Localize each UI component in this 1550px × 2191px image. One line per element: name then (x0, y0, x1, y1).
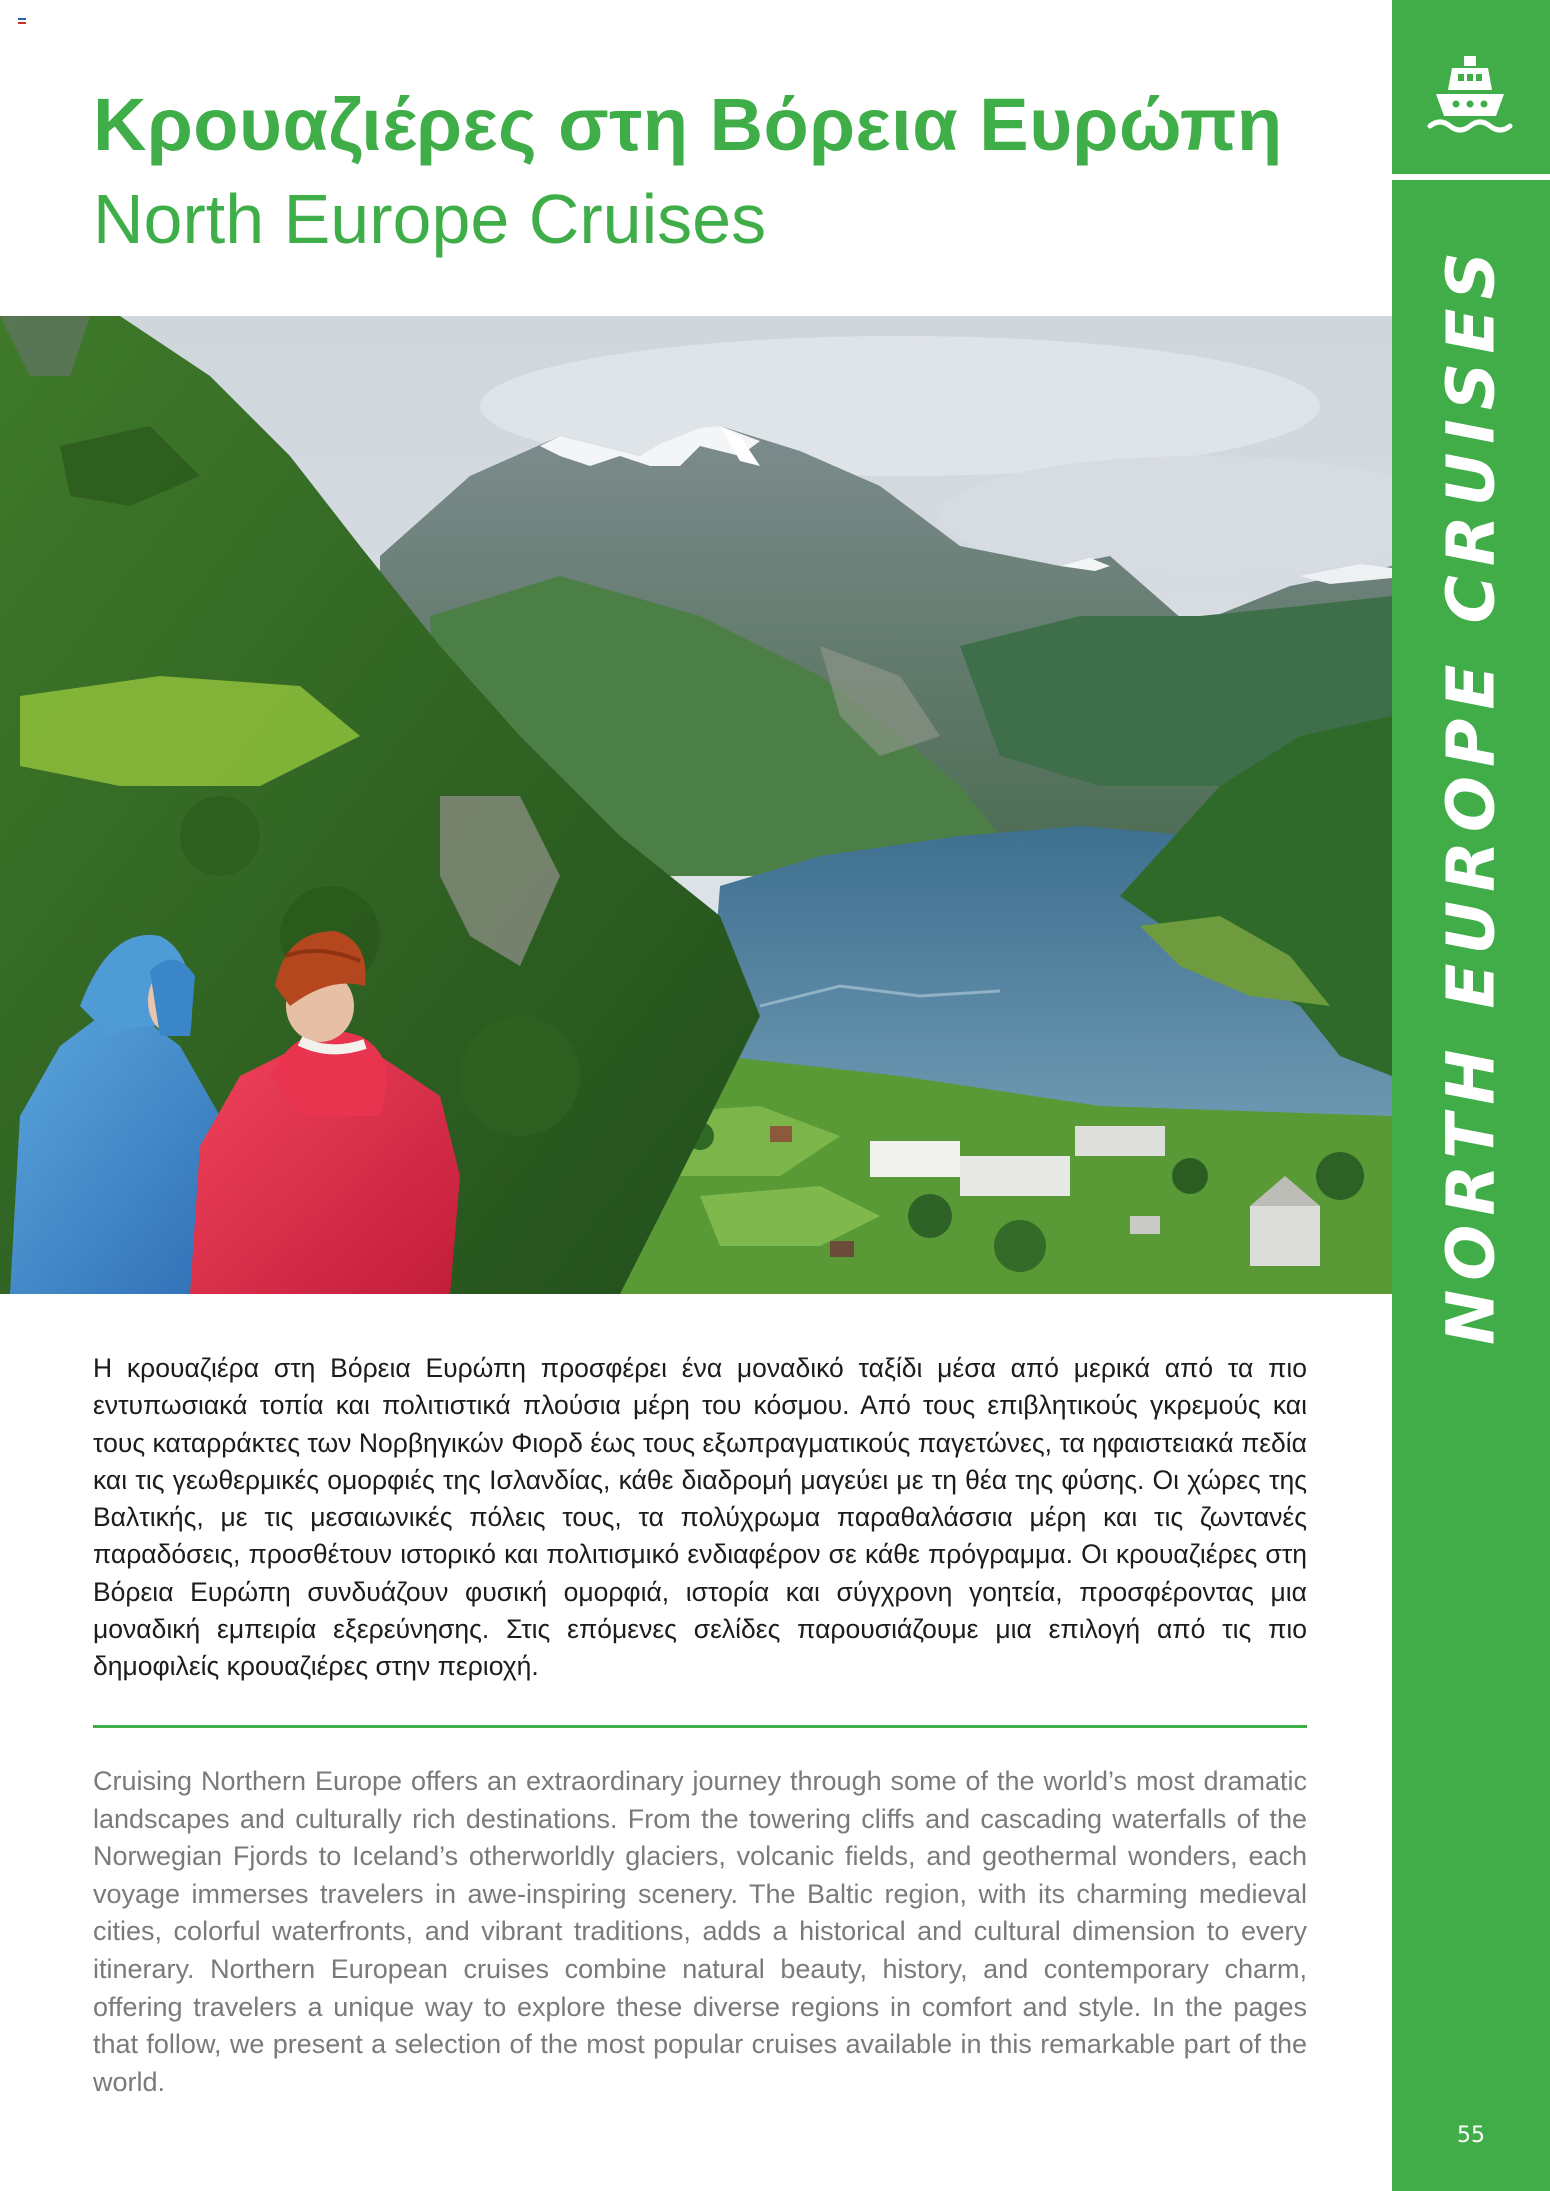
page-title-english: North Europe Cruises (93, 180, 767, 258)
cruise-ship-icon (1422, 50, 1518, 146)
sidebar-separator (1392, 174, 1550, 180)
section-sidebar (1392, 0, 1550, 2191)
hero-fjord-photo (0, 316, 1392, 1294)
fjord-landscape-illustration (0, 316, 1392, 1294)
intro-paragraph-english: Cruising Northern Europe offers an extraordinary journey through some of the world’s most dramatic landscapes and culturally rich destinations. From the towering cliffs and cascading waterfalls of the Norwegian Fjords to Iceland’s otherworldly glaciers, volcanic fields, and geothermal wonders, each voyage immerses travelers in awe-inspiring scenery. The Baltic region, with its charming medieval cities, colorful waterfronts, and vibrant traditions, adds a historical and cultural dimension to every itinerary. Northern European cruises combine natural beauty, history, and contemporary charm, offering travelers a unique way to explore these diverse regions in comfort and style. In the pages that follow, we present a selection of the most popular cruises available in this remarkable part of the world. (93, 1766, 1307, 2097)
page-title-greek: Κρουαζιέρες στη Βόρεια Ευρώπη (93, 83, 1283, 166)
sidebar-vertical-title: NORTH EUROPE CRUISES (1432, 242, 1510, 1346)
section-divider (93, 1725, 1307, 1728)
page-number: 55 (1457, 2123, 1485, 2148)
intro-paragraph-greek: Η κρουαζιέρα στη Βόρεια Ευρώπη προσφέρει ένα μοναδικό ταξίδι μέσα από μερικά από τα πιο εντυπωσιακά τοπία και πολιτιστικά πλούσια μέρη του κόσμου. Από τους επιβλητικούς γκρεμούς και τους καταρράκτες των Νορβηγικών Φιορδ έως τους εξωπραγματικούς παγετώνες, τα ηφαιστειακά πεδία και τις γεωθερμικές ομορφιές της Ισλανδίας, κάθε διαδρομή μαγεύει με τη θέα της φύσης. Οι χώρες της Βαλτικής, με τις μεσαιωνικές πόλεις τους, τα πολύχρωμα παραθαλάσσια μέρη και τις ζωντανές παραδόσεις, προσθέτουν ιστορικό και πολιτισμικό ενδιαφέρον σε κάθε πρόγραμμα. Οι κρουαζιέρες στη Βόρεια Ευρώπη συνδυάζουν φυσική ομορφιά, ιστορία και σύγχρονη γοητεία, προσφέροντας μια μοναδική εμπειρία εξερεύνησης. Στις επόμενες σελίδες παρουσιάζουμε μια επιλογή από τις πιο δημοφιλείς κρουαζιέρες στην περιοχή. (93, 1353, 1307, 1682)
corner-flag-mark (18, 18, 26, 24)
